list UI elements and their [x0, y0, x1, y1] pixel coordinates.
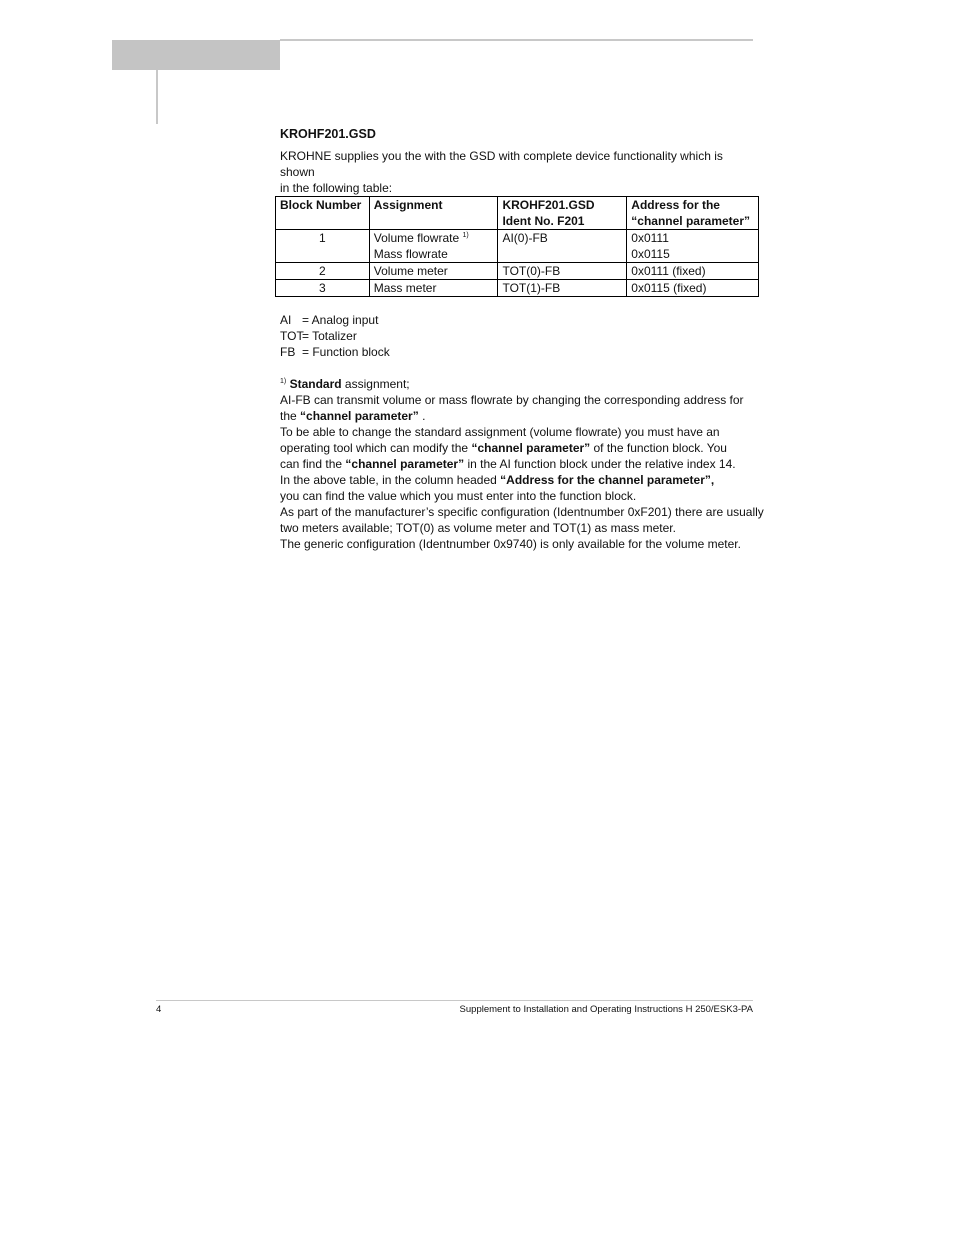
- table-row: [276, 280, 759, 297]
- note-line: the “channel parameter” .: [280, 409, 426, 423]
- section-title: KROHF201.GSD: [280, 127, 376, 141]
- header-rule: [280, 39, 753, 41]
- note-line: $^{1)}$ Standard assignment;: [280, 377, 410, 391]
- notes-section: [280, 376, 764, 552]
- header-block: [112, 40, 280, 70]
- cell-address: 0x0111 (fixed): [627, 263, 759, 280]
- list-item: TOT= Totalizer: [280, 329, 357, 343]
- intro-paragraph: [280, 148, 750, 196]
- list-item: FB = Function block: [280, 345, 390, 359]
- note-line: two meters available; TOT(0) as volume meter and TOT(1) as mass meter.: [280, 521, 676, 535]
- note-line: As part of the manufacturer’s specific configuration (Identnumber 0xF201) there are usually: [280, 505, 764, 519]
- cell-block: 2: [276, 263, 370, 280]
- header-assignment: Assignment: [369, 197, 498, 230]
- note-line: The generic configuration (Identnumber 0x9740) is only available for the volume meter.: [280, 537, 741, 551]
- abbreviation-list: [280, 312, 390, 360]
- cell-address: 0x0115 (fixed): [627, 280, 759, 297]
- header-address: Address for the “channel parameter”: [627, 197, 759, 230]
- list-item: AI = Analog input: [280, 313, 379, 327]
- table-row: [276, 230, 759, 263]
- gsd-table: [275, 196, 759, 297]
- note-line: AI-FB can transmit volume or mass flowrate by changing the corresponding address for: [280, 393, 744, 407]
- note-line: operating tool which can modify the “channel parameter” of the function block. You: [280, 441, 727, 455]
- cell-assignment: Mass meter: [369, 280, 498, 297]
- cell-gsd: TOT(0)-FB: [498, 263, 627, 280]
- table-header-row: [276, 197, 759, 230]
- note-line: To be able to change the standard assignment (volume flowrate) you must have an: [280, 425, 720, 439]
- footer-text: Supplement to Installation and Operating Instructions H 250/ESK3-PA: [459, 1004, 753, 1015]
- cell-gsd: AI(0)-FB: [498, 230, 627, 263]
- intro-line: KROHNE supplies you the with the GSD with complete device functionality which is shown: [280, 149, 723, 179]
- cell-assignment: Volume flowrate $^{1)}$ Mass flowrate: [369, 230, 498, 263]
- header-block-number: Block Number: [276, 197, 370, 230]
- cell-gsd: TOT(1)-FB: [498, 280, 627, 297]
- header-gsd: KROHF201.GSD Ident No. F201: [498, 197, 627, 230]
- cell-address: 0x0111 0x0115: [627, 230, 759, 263]
- note-line: can find the “channel parameter” in the AI function block under the relative index 14.: [280, 457, 736, 471]
- header-vertical-rule: [156, 70, 158, 124]
- cell-assignment: Volume meter: [369, 263, 498, 280]
- intro-line: in the following table:: [280, 181, 393, 195]
- cell-block: 3: [276, 280, 370, 297]
- footer-rule: [156, 1000, 753, 1001]
- cell-block: 1: [276, 230, 370, 263]
- main-content: [280, 126, 756, 196]
- table-row: [276, 263, 759, 280]
- note-line: you can find the value which you must enter into the function block.: [280, 489, 637, 503]
- page-number: 4: [156, 1004, 162, 1015]
- note-line: In the above table, in the column headed “Address for the channel parameter”,: [280, 473, 715, 487]
